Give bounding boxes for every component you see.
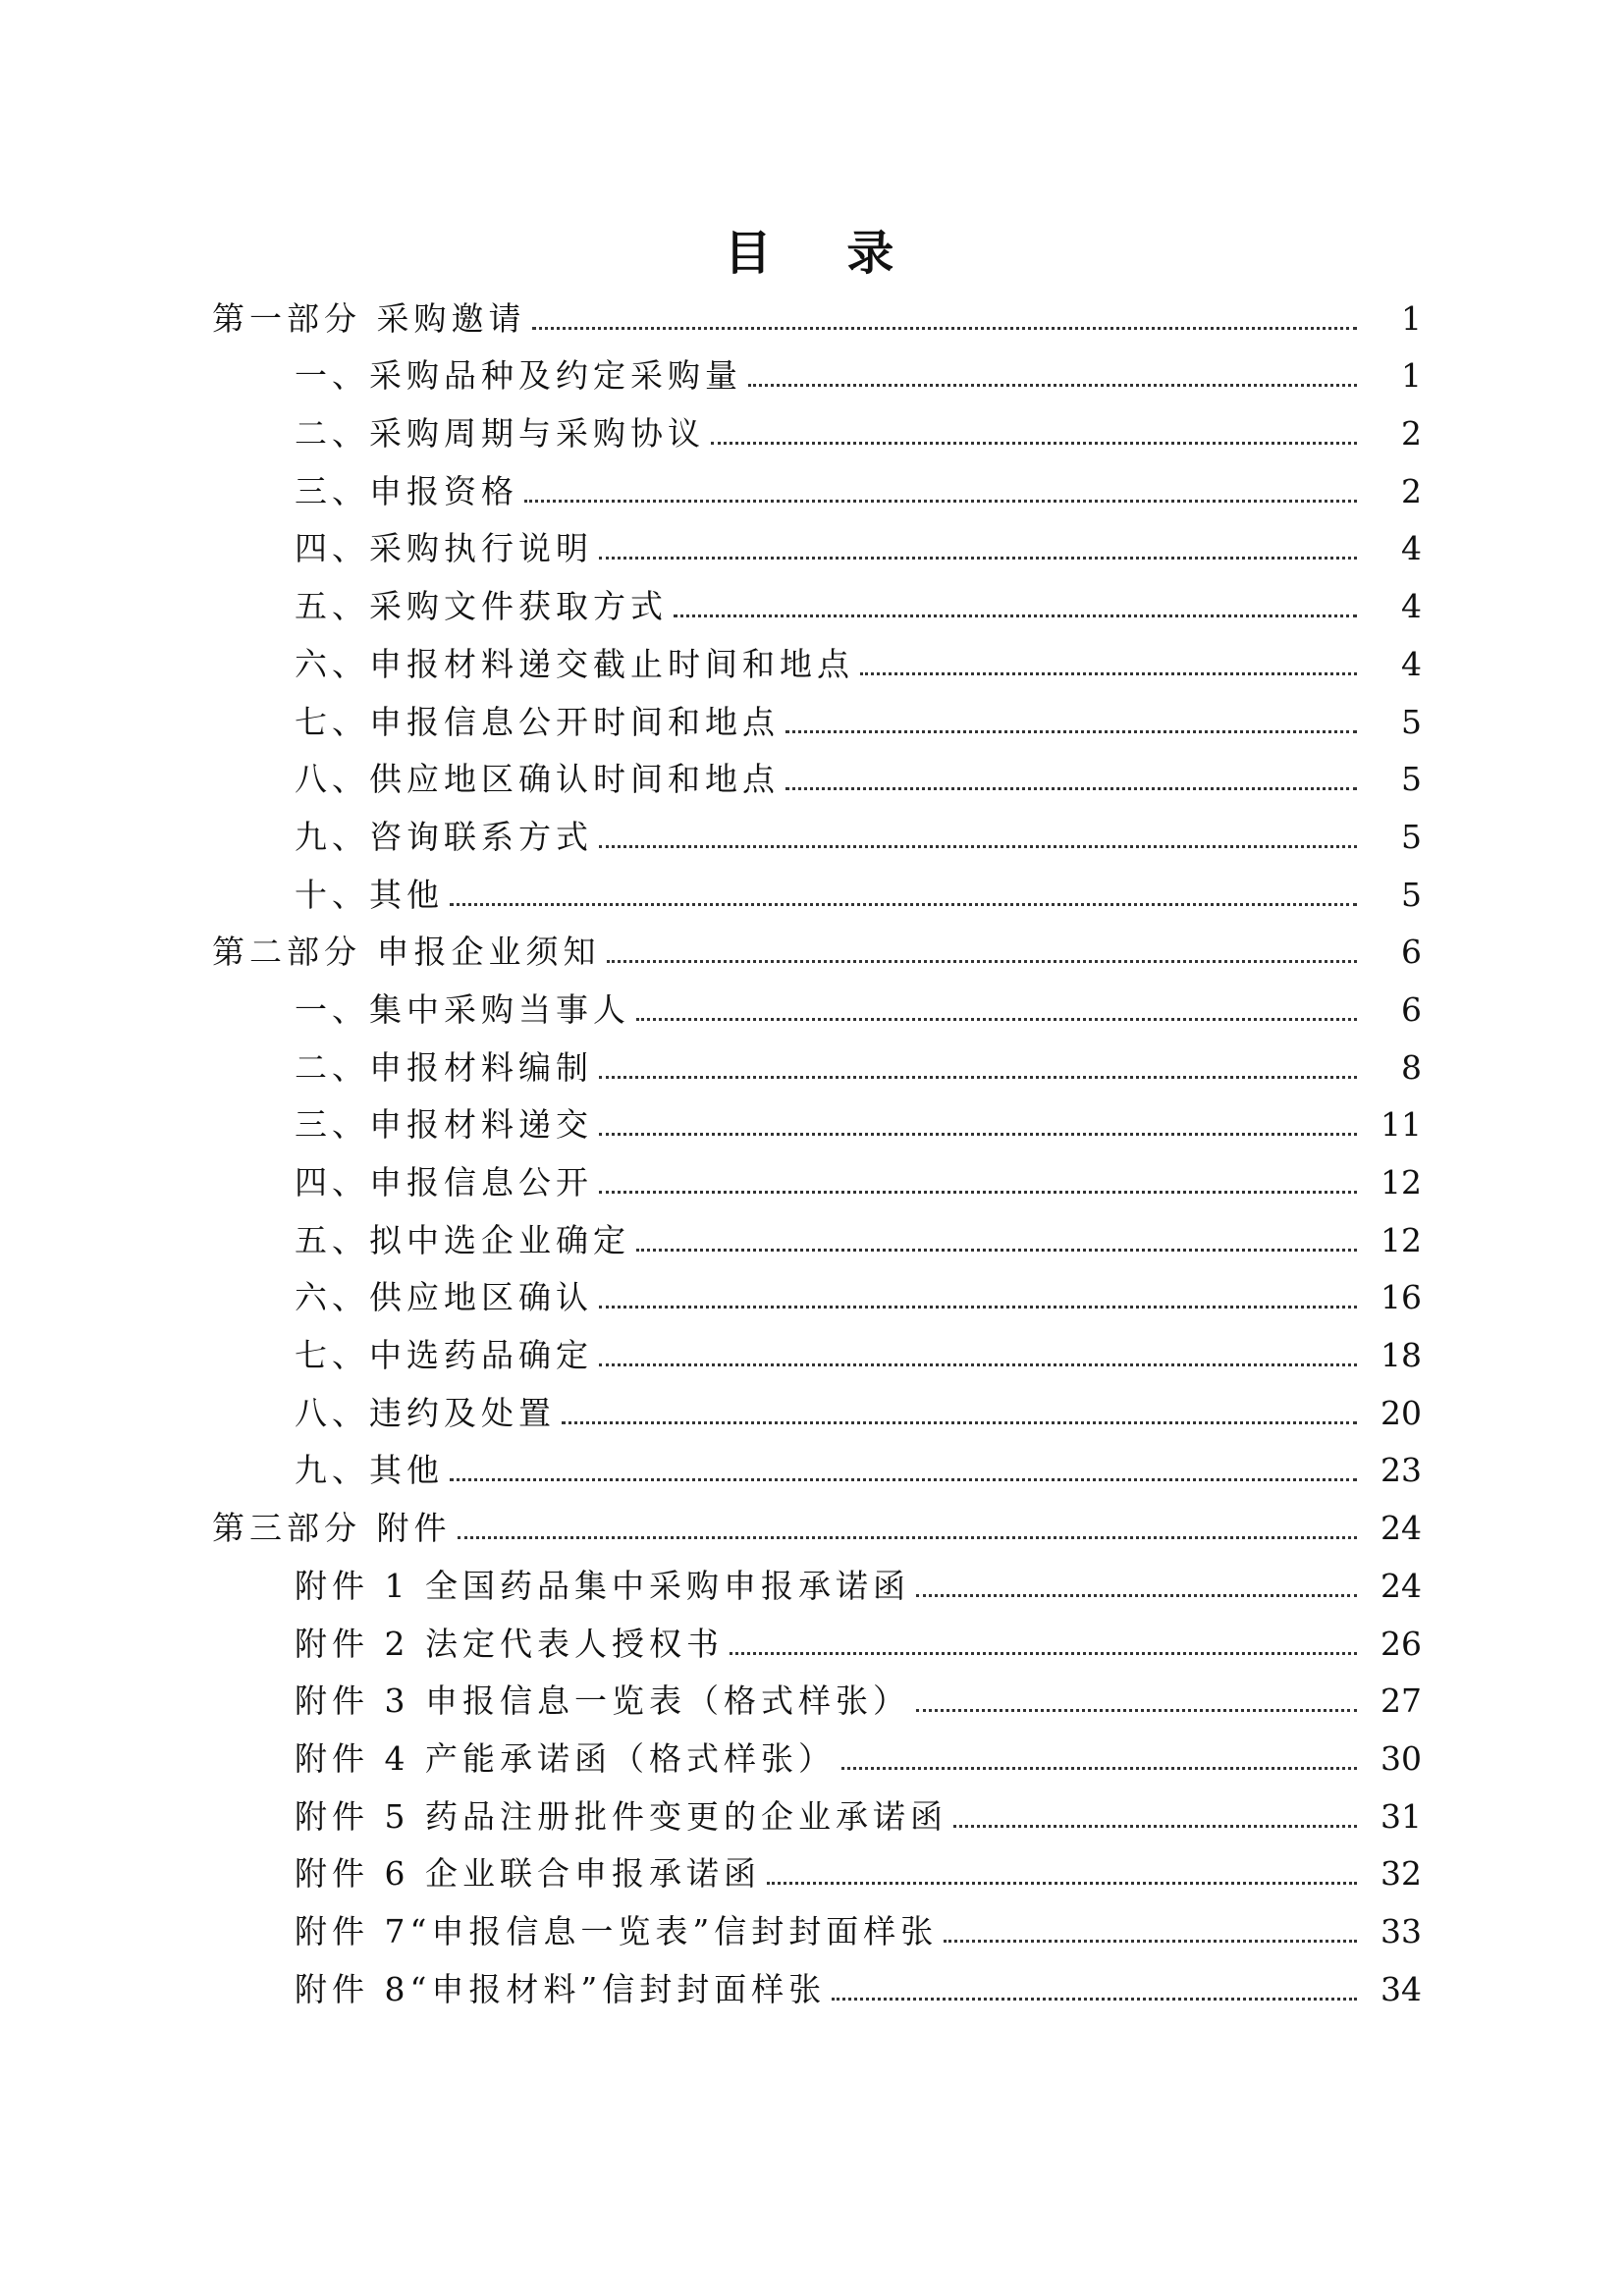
- toc-entry[interactable]: [0, 1500, 1624, 1558]
- toc-page-number: 23: [1380, 1451, 1422, 1490]
- dot-leader: [599, 1363, 1357, 1366]
- toc-entry[interactable]: [0, 925, 1624, 983]
- toc-page-number: 5: [1401, 817, 1422, 856]
- toc-entry[interactable]: [0, 1789, 1624, 1846]
- toc-entry[interactable]: [0, 752, 1624, 810]
- toc-page-number: 5: [1401, 875, 1422, 914]
- toc-entry[interactable]: [0, 1674, 1624, 1732]
- toc-entry-label: 附件 6 企业联合申报承诺函: [295, 1854, 761, 1894]
- toc-page-number: 16: [1380, 1278, 1422, 1317]
- toc-page-number: 18: [1380, 1336, 1422, 1375]
- toc-page-number: 12: [1380, 1220, 1422, 1259]
- dot-leader: [916, 1594, 1357, 1597]
- toc-entry[interactable]: [0, 578, 1624, 636]
- toc-page-number: 5: [1401, 760, 1422, 799]
- dot-leader: [785, 730, 1357, 733]
- toc-entry-label: 七、申报信息公开时间和地点: [295, 702, 780, 741]
- toc-entry-label: 一、集中采购当事人: [295, 989, 630, 1029]
- dot-leader: [711, 442, 1357, 445]
- toc-entry-label: 附件 1 全国药品集中采购申报承诺函: [295, 1566, 910, 1605]
- toc-entry[interactable]: [0, 982, 1624, 1040]
- toc-entry-label: 第一部分 采购邀请: [212, 298, 526, 338]
- page-title: 目 录: [724, 226, 924, 281]
- dot-leader: [832, 1998, 1357, 2001]
- dot-leader: [599, 845, 1357, 848]
- dot-leader: [730, 1652, 1357, 1655]
- dot-leader: [562, 1421, 1357, 1424]
- dot-leader: [532, 327, 1358, 330]
- toc-entry-label: 二、采购周期与采购协议: [295, 414, 705, 454]
- toc-entry-label: 第二部分 申报企业须知: [212, 933, 601, 972]
- dot-leader: [458, 1536, 1358, 1539]
- dot-leader: [599, 1133, 1357, 1136]
- toc-entry-label: 十、其他: [295, 875, 444, 914]
- toc-entry[interactable]: [0, 1731, 1624, 1789]
- dot-leader: [450, 903, 1357, 906]
- dot-leader: [785, 787, 1357, 790]
- toc-page-number: 20: [1380, 1393, 1422, 1432]
- toc-entry[interactable]: [0, 405, 1624, 463]
- toc-entry[interactable]: [0, 1846, 1624, 1904]
- toc-page-number: 33: [1380, 1911, 1422, 1950]
- toc-entry-label: 附件 4 产能承诺函（格式样张）: [295, 1738, 836, 1778]
- dot-leader: [599, 557, 1357, 560]
- toc-entry-label: 七、中选药品确定: [295, 1336, 593, 1375]
- toc-page-number: 8: [1401, 1047, 1422, 1087]
- dot-leader: [841, 1767, 1357, 1770]
- toc-entry-label: 四、申报信息公开: [295, 1163, 593, 1201]
- toc-entry[interactable]: [0, 1385, 1624, 1443]
- toc-entry-label: 三、申报资格: [295, 471, 518, 510]
- toc-page-number: 6: [1401, 933, 1422, 972]
- toc-entry[interactable]: [0, 809, 1624, 867]
- toc-entry[interactable]: [0, 291, 1624, 348]
- dot-leader: [636, 1249, 1357, 1252]
- toc-page-number: 12: [1380, 1163, 1422, 1201]
- toc-entry-label: 四、采购执行说明: [295, 529, 593, 568]
- toc-entry-label: 九、其他: [295, 1451, 444, 1490]
- toc-entry-label: 五、拟中选企业确定: [295, 1220, 630, 1259]
- toc-page-number: 30: [1380, 1738, 1422, 1778]
- toc-entry-label: 附件 2 法定代表人授权书: [295, 1624, 724, 1663]
- toc-entry[interactable]: [0, 694, 1624, 752]
- dot-leader: [636, 1018, 1357, 1021]
- toc-entry[interactable]: [0, 1558, 1624, 1616]
- toc-entry[interactable]: [0, 1327, 1624, 1385]
- toc-entry[interactable]: [0, 636, 1624, 694]
- toc-page-number: 4: [1401, 529, 1422, 568]
- toc-entry-label: 九、咨询联系方式: [295, 817, 593, 856]
- toc-entry[interactable]: [0, 1270, 1624, 1328]
- toc-entry-label: 附件 3 申报信息一览表（格式样张）: [295, 1682, 910, 1721]
- toc-entry[interactable]: [0, 348, 1624, 406]
- toc-page-number: 6: [1401, 989, 1422, 1029]
- toc-entry-label: 五、采购文件获取方式: [295, 587, 668, 626]
- toc-page-number: 1: [1401, 356, 1422, 396]
- toc-page-number: 24: [1380, 1509, 1422, 1548]
- toc-entry-label: 六、供应地区确认: [295, 1278, 593, 1317]
- toc-entry-label: 六、申报材料递交截止时间和地点: [295, 644, 854, 683]
- dot-leader: [607, 960, 1358, 963]
- table-of-contents: [0, 291, 1624, 2019]
- toc-entry[interactable]: [0, 1443, 1624, 1501]
- dot-leader: [767, 1882, 1357, 1885]
- toc-entry[interactable]: [0, 1040, 1624, 1097]
- toc-page-number: 24: [1380, 1566, 1422, 1605]
- toc-page-number: 1: [1401, 298, 1422, 338]
- toc-page-number: 27: [1380, 1682, 1422, 1721]
- dot-leader: [450, 1478, 1357, 1481]
- toc-entry-label: 附件 7“申报信息一览表”信封封面样张: [295, 1911, 939, 1950]
- dot-leader: [599, 1306, 1357, 1308]
- toc-page-number: 34: [1380, 1969, 1422, 2008]
- toc-page-number: 5: [1401, 702, 1422, 741]
- dot-leader: [944, 1940, 1357, 1943]
- dot-leader: [599, 1076, 1357, 1079]
- toc-entry[interactable]: [0, 1212, 1624, 1270]
- toc-entry[interactable]: [0, 1616, 1624, 1674]
- toc-page-number: 32: [1380, 1854, 1422, 1894]
- toc-page-number: 11: [1380, 1105, 1422, 1145]
- dot-leader: [524, 500, 1357, 503]
- toc-entry-label: 八、供应地区确认时间和地点: [295, 760, 780, 799]
- toc-entry[interactable]: [0, 1961, 1624, 2019]
- dot-leader: [916, 1709, 1357, 1712]
- dot-leader: [953, 1825, 1357, 1828]
- dot-leader: [599, 1191, 1357, 1194]
- dot-leader: [674, 614, 1357, 617]
- toc-entry-label: 二、申报材料编制: [295, 1047, 593, 1087]
- toc-entry-label: 第三部分 附件: [212, 1509, 452, 1548]
- toc-entry[interactable]: [0, 1097, 1624, 1155]
- toc-entry-label: 附件 5 药品注册批件变更的企业承诺函: [295, 1796, 947, 1836]
- toc-entry-label: 附件 8“申报材料”信封封面样张: [295, 1969, 827, 2008]
- toc-page-number: 4: [1401, 644, 1422, 683]
- toc-entry[interactable]: [0, 867, 1624, 925]
- toc-entry[interactable]: [0, 463, 1624, 521]
- toc-page-number: 2: [1401, 471, 1422, 510]
- dot-leader: [860, 672, 1357, 675]
- toc-entry-label: 一、采购品种及约定采购量: [295, 356, 742, 396]
- toc-page-number: 4: [1401, 587, 1422, 626]
- toc-entry[interactable]: [0, 1154, 1624, 1212]
- toc-entry[interactable]: [0, 1903, 1624, 1961]
- toc-entry[interactable]: [0, 521, 1624, 579]
- toc-page-number: 31: [1380, 1796, 1422, 1836]
- toc-page-number: 2: [1401, 414, 1422, 454]
- dot-leader: [748, 384, 1357, 387]
- toc-entry-label: 八、违约及处置: [295, 1393, 556, 1432]
- toc-page-number: 26: [1380, 1624, 1422, 1663]
- toc-entry-label: 三、申报材料递交: [295, 1105, 593, 1145]
